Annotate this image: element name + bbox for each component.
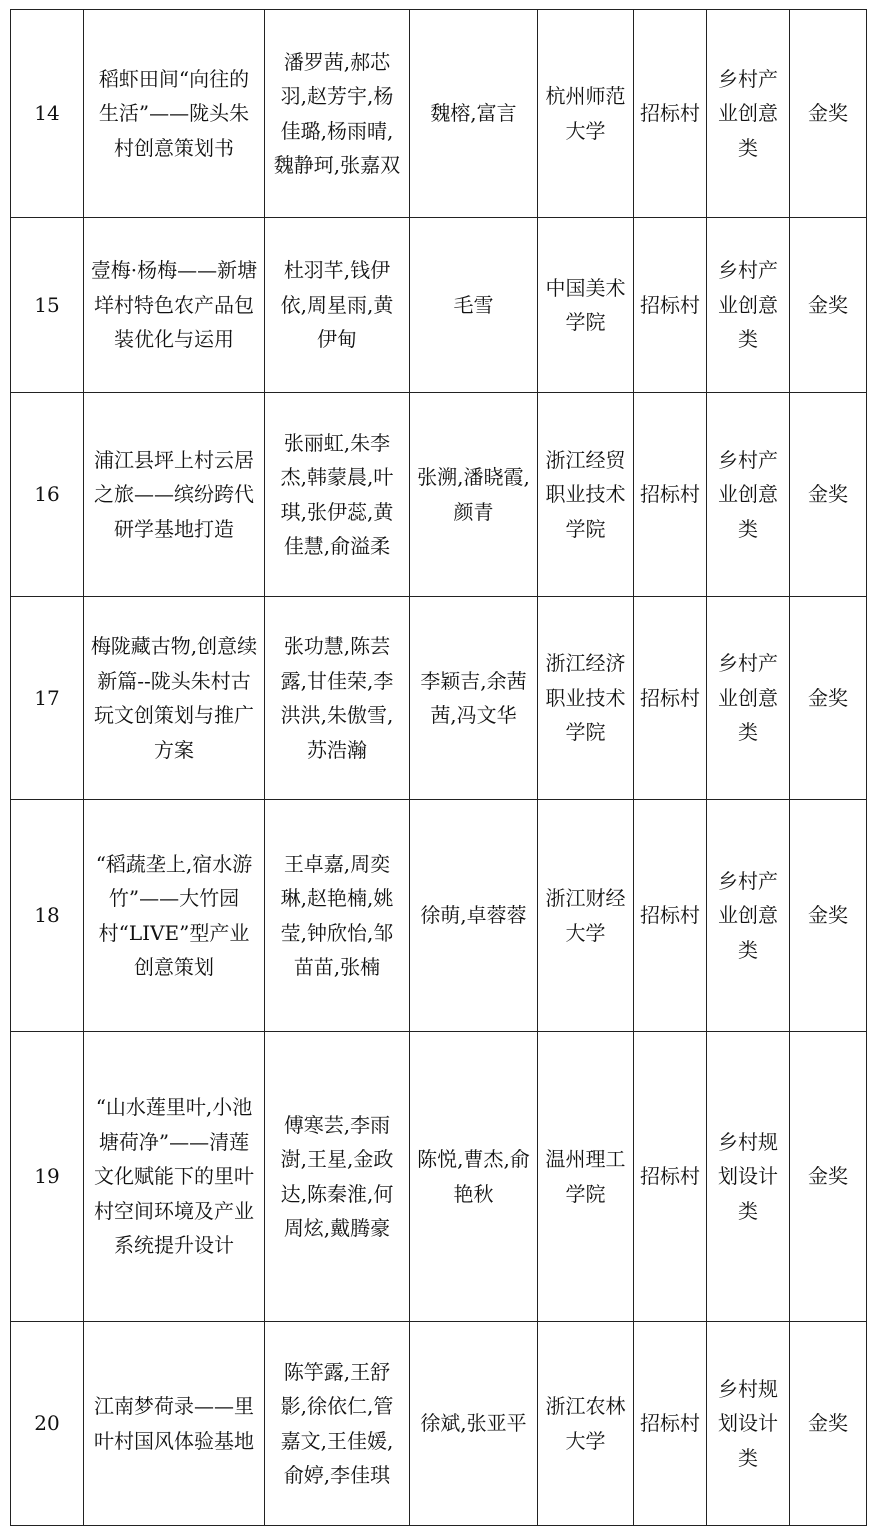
- school-name: 中国美术学院: [538, 218, 634, 393]
- row-number: 18: [11, 800, 84, 1032]
- project-title: 稻虾田间“向往的生活”——陇头朱村创意策划书: [84, 10, 265, 218]
- award-level: 金奖: [790, 218, 867, 393]
- village-type: 招标村: [634, 10, 707, 218]
- award-category: 乡村产业创意类: [707, 800, 790, 1032]
- table-row: [11, 800, 867, 1032]
- team-members: 张丽虹,朱李杰,韩蒙晨,叶琪,张伊蕊,黄佳慧,俞溢柔: [265, 393, 410, 597]
- school-name: 浙江财经大学: [538, 800, 634, 1032]
- village-type: 招标村: [634, 393, 707, 597]
- village-type: 招标村: [634, 218, 707, 393]
- school-name: 浙江经济职业技术学院: [538, 597, 634, 800]
- team-members: 杜羽芊,钱伊依,周星雨,黄伊甸: [265, 218, 410, 393]
- table-row: [11, 597, 867, 800]
- table-row: [11, 1322, 867, 1526]
- award-table: [10, 9, 867, 1526]
- team-members: 傅寒芸,李雨澍,王星,金政达,陈秦淮,何周炫,戴腾豪: [265, 1032, 410, 1322]
- advisors: 徐萌,卓蓉蓉: [410, 800, 538, 1032]
- table-row: [11, 10, 867, 218]
- team-members: 潘罗茜,郝芯羽,赵芳宇,杨佳璐,杨雨晴,魏静珂,张嘉双: [265, 10, 410, 218]
- award-level: 金奖: [790, 10, 867, 218]
- team-members: 陈竽露,王舒影,徐依仁,管嘉文,王佳媛,俞婷,李佳琪: [265, 1322, 410, 1526]
- table-row: [11, 1032, 867, 1322]
- award-category: 乡村规划设计类: [707, 1032, 790, 1322]
- row-number: 17: [11, 597, 84, 800]
- school-name: 浙江经贸职业技术学院: [538, 393, 634, 597]
- table-row: [11, 218, 867, 393]
- project-title: 江南梦荷录——里叶村国风体验基地: [84, 1322, 265, 1526]
- school-name: 温州理工学院: [538, 1032, 634, 1322]
- table-row: [11, 393, 867, 597]
- row-number: 20: [11, 1322, 84, 1526]
- award-category: 乡村产业创意类: [707, 10, 790, 218]
- award-level: 金奖: [790, 1322, 867, 1526]
- advisors: 陈悦,曹杰,俞艳秋: [410, 1032, 538, 1322]
- project-title: “山水莲里叶,小池塘荷净”——清莲文化赋能下的里叶村空间环境及产业系统提升设计: [84, 1032, 265, 1322]
- advisors: 毛雪: [410, 218, 538, 393]
- village-type: 招标村: [634, 1322, 707, 1526]
- award-level: 金奖: [790, 1032, 867, 1322]
- school-name: 浙江农林大学: [538, 1322, 634, 1526]
- project-title: 浦江县坪上村云居之旅——缤纷跨代研学基地打造: [84, 393, 265, 597]
- advisors: 李颖吉,余茜茜,冯文华: [410, 597, 538, 800]
- award-category: 乡村规划设计类: [707, 1322, 790, 1526]
- row-number: 16: [11, 393, 84, 597]
- project-title: 壹梅·杨梅——新塘垟村特色农产品包装优化与运用: [84, 218, 265, 393]
- row-number: 15: [11, 218, 84, 393]
- award-category: 乡村产业创意类: [707, 393, 790, 597]
- award-category: 乡村产业创意类: [707, 597, 790, 800]
- village-type: 招标村: [634, 1032, 707, 1322]
- team-members: 王卓嘉,周奕琳,赵艳楠,姚莹,钟欣怡,邹苗苗,张楠: [265, 800, 410, 1032]
- award-level: 金奖: [790, 597, 867, 800]
- award-level: 金奖: [790, 393, 867, 597]
- advisors: 魏榕,富言: [410, 10, 538, 218]
- project-title: 梅陇藏古物,创意续新篇--陇头朱村古玩文创策划与推广方案: [84, 597, 265, 800]
- advisors: 张溯,潘晓霞,颜青: [410, 393, 538, 597]
- row-number: 19: [11, 1032, 84, 1322]
- village-type: 招标村: [634, 800, 707, 1032]
- award-category: 乡村产业创意类: [707, 218, 790, 393]
- village-type: 招标村: [634, 597, 707, 800]
- team-members: 张功慧,陈芸露,甘佳荣,李洪洪,朱傲雪,苏浩瀚: [265, 597, 410, 800]
- school-name: 杭州师范大学: [538, 10, 634, 218]
- project-title: “稻蔬垄上,宿水游竹”——大竹园村“LIVE”型产业创意策划: [84, 800, 265, 1032]
- advisors: 徐斌,张亚平: [410, 1322, 538, 1526]
- award-level: 金奖: [790, 800, 867, 1032]
- row-number: 14: [11, 10, 84, 218]
